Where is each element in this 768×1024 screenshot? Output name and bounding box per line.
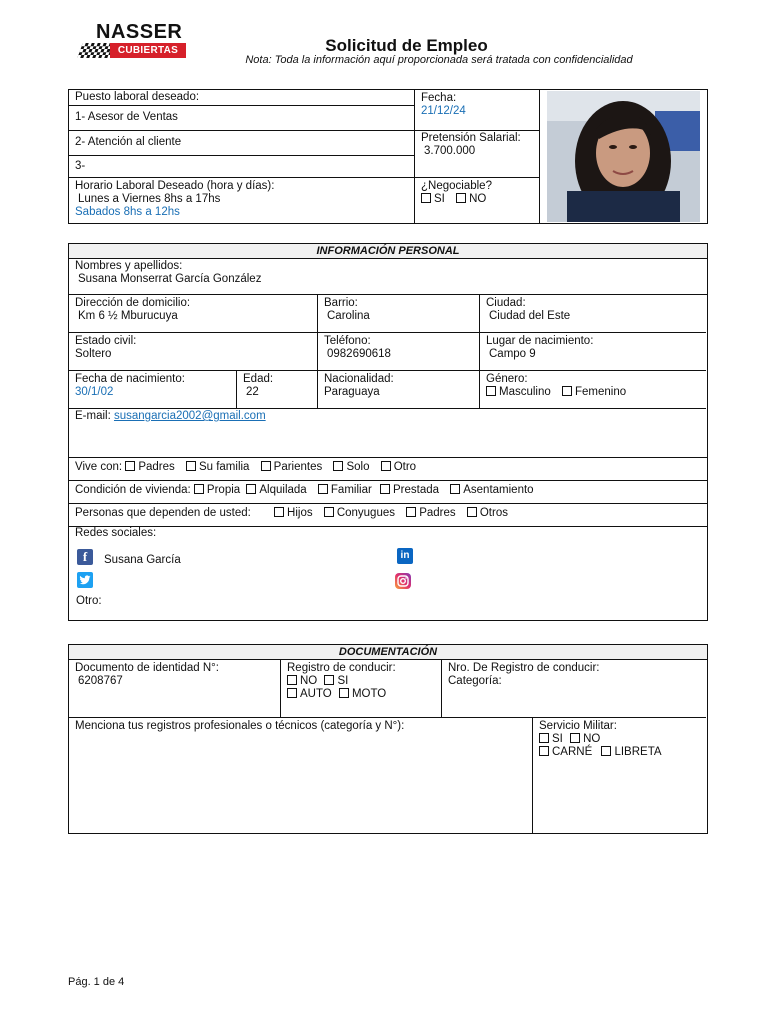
age-value[interactable]: 22 (246, 386, 259, 398)
checkbox[interactable] (406, 507, 416, 517)
schedule-label: Horario Laboral Deseado (hora y días): (75, 180, 275, 192)
schedule-line-1[interactable]: Lunes a Viernes 8hs a 17hs (78, 193, 221, 205)
negotiable-label: ¿Negociable? (421, 180, 492, 192)
military-libreta-option[interactable]: LIBRETA (601, 746, 661, 759)
military-label: Servicio Militar: (539, 720, 617, 732)
id-value[interactable]: 6208767 (78, 675, 123, 687)
birthdate-value[interactable]: 30/1/02 (75, 386, 114, 398)
twitter-icon[interactable] (77, 572, 93, 588)
name-value[interactable]: Susana Monserrat García González (78, 273, 262, 285)
checkbox[interactable] (421, 193, 431, 203)
checkbox[interactable] (324, 675, 334, 685)
salary-value[interactable]: 3.700.000 (424, 145, 476, 157)
housing-prestada-option[interactable]: Prestada (380, 484, 439, 496)
salary-label: Pretensión Salarial: (421, 132, 521, 144)
checkbox[interactable] (456, 193, 466, 203)
lives-otro-option[interactable]: Otro (381, 461, 416, 473)
name-label: Nombres y apellidos: (75, 260, 183, 272)
checkbox[interactable] (186, 461, 196, 471)
date-value[interactable]: 21/12/24 (421, 105, 466, 117)
personal-info-section (68, 243, 708, 621)
phone-label: Teléfono: (324, 335, 371, 347)
lives-familia-option[interactable]: Su familia (186, 461, 250, 473)
lives-solo-option[interactable]: Solo (333, 461, 369, 473)
position-option-1[interactable]: 1- Asesor de Ventas (75, 111, 178, 123)
housing-propia-option[interactable]: Propia (194, 484, 240, 496)
dependents-otros-option[interactable]: Otros (467, 507, 508, 519)
facebook-icon[interactable]: f (77, 549, 93, 565)
checkbox[interactable] (324, 507, 334, 517)
checkbox[interactable] (333, 461, 343, 471)
birthplace-label: Lugar de nacimiento: (486, 335, 594, 347)
civil-status-value[interactable]: Soltero (75, 348, 112, 360)
dependents-padres-option[interactable]: Padres (406, 507, 455, 519)
checkbox[interactable] (486, 386, 496, 396)
phone-value[interactable]: 0982690618 (327, 348, 391, 360)
military-si-option[interactable]: SI (539, 733, 563, 746)
other-social-label: Otro: (76, 595, 102, 607)
birthdate-label: Fecha de nacimiento: (75, 373, 185, 385)
nationality-value[interactable]: Paraguaya (324, 386, 380, 398)
checkbox[interactable] (339, 688, 349, 698)
category-label: Categoría: (448, 675, 502, 687)
checkbox[interactable] (287, 675, 297, 685)
lives-with-label: Vive con: (75, 461, 123, 473)
lives-padres-option[interactable]: Padres (125, 461, 174, 473)
city-value[interactable]: Ciudad del Este (489, 310, 571, 322)
negotiable-yes-option[interactable]: SI (421, 193, 445, 206)
dependents-label: Personas que dependen de usted: (75, 507, 251, 519)
confidentiality-note: Nota: Toda la información aquí proporcionada será tratada con confidencialidad (245, 54, 633, 66)
checkbox[interactable] (539, 733, 549, 743)
military-carne-option[interactable]: CARNÉ (539, 746, 592, 759)
license-auto-option[interactable]: AUTO (287, 688, 332, 701)
negotiable-no-option[interactable]: NO (456, 193, 486, 206)
docs-section-title: DOCUMENTACIÓN (69, 645, 707, 660)
checkbox[interactable] (380, 484, 390, 494)
license-number-label: Nro. De Registro de conducir: (448, 662, 600, 674)
page-title: Solicitud de Empleo (325, 36, 488, 55)
housing-label: Condición de vivienda: (75, 484, 191, 496)
email-link[interactable]: susangarcia2002@gmail.com (113, 410, 266, 422)
facebook-name[interactable]: Susana García (104, 554, 181, 566)
applicant-photo (547, 91, 700, 222)
id-label: Documento de identidad N°: (75, 662, 219, 674)
housing-alquilada-option[interactable]: Alquilada (246, 484, 306, 496)
barrio-label: Barrio: (324, 297, 358, 309)
checkbox[interactable] (570, 733, 580, 743)
logo-subtitle: CUBIERTAS (110, 43, 186, 58)
checkbox[interactable] (318, 484, 328, 494)
checkbox[interactable] (246, 484, 256, 494)
license-moto-option[interactable]: MOTO (339, 688, 386, 701)
position-option-3[interactable]: 3- (75, 160, 86, 172)
checkbox[interactable] (467, 507, 477, 517)
checkbox[interactable] (287, 688, 297, 698)
schedule-line-2[interactable]: Sabados 8hs a 12hs (75, 206, 180, 218)
page-number: Pág. 1 de 4 (68, 976, 125, 988)
gender-female-option[interactable]: Femenino (562, 386, 626, 399)
checkbox[interactable] (194, 484, 204, 494)
address-value[interactable]: Km 6 ½ Mburucuya (78, 310, 178, 322)
checkbox[interactable] (450, 484, 460, 494)
license-no-option[interactable]: NO (287, 675, 317, 688)
nationality-label: Nacionalidad: (324, 373, 394, 385)
email-label: E-mail: (75, 410, 111, 422)
city-label: Ciudad: (486, 297, 526, 309)
date-label: Fecha: (421, 92, 457, 104)
civil-status-label: Estado civil: (75, 335, 137, 347)
housing-asentamiento-option[interactable]: Asentamiento (450, 484, 533, 496)
position-option-2[interactable]: 2- Atención al cliente (75, 136, 182, 148)
professional-records-label: Menciona tus registros profesionales o técnicos (categoría y N°): (75, 720, 405, 732)
applicant-photo-image (547, 91, 700, 222)
dependents-hijos-option[interactable]: Hijos (274, 507, 313, 519)
license-si-option[interactable]: SI (324, 675, 348, 688)
checkbox[interactable] (261, 461, 271, 471)
position-label: Puesto laboral deseado: (75, 91, 200, 103)
housing-familiar-option[interactable]: Familiar (318, 484, 372, 496)
instagram-icon[interactable] (395, 573, 411, 589)
checkbox[interactable] (274, 507, 284, 517)
checkbox[interactable] (381, 461, 391, 471)
linkedin-icon[interactable]: in (397, 548, 413, 564)
checkbox[interactable] (125, 461, 135, 471)
birthplace-value[interactable]: Campo 9 (489, 348, 536, 360)
address-label: Dirección de domicilio: (75, 297, 191, 309)
gender-male-option[interactable]: Masculino (486, 386, 551, 399)
barrio-value[interactable]: Carolina (327, 310, 370, 322)
job-section (68, 89, 708, 224)
documentation-section (68, 644, 708, 834)
logo-brand: NASSER (96, 21, 183, 43)
dependents-conyugues-option[interactable]: Conyugues (324, 507, 395, 519)
military-no-option[interactable]: NO (570, 733, 600, 746)
personal-section-title: INFORMACIÓN PERSONAL (69, 244, 707, 259)
checkbox[interactable] (601, 746, 611, 756)
checkbox[interactable] (539, 746, 549, 756)
age-label: Edad: (243, 373, 274, 385)
checkbox[interactable] (562, 386, 572, 396)
license-label: Registro de conducir: (287, 662, 396, 674)
social-label: Redes sociales: (75, 527, 157, 539)
gender-label: Género: (486, 373, 528, 385)
lives-parientes-option[interactable]: Parientes (261, 461, 323, 473)
